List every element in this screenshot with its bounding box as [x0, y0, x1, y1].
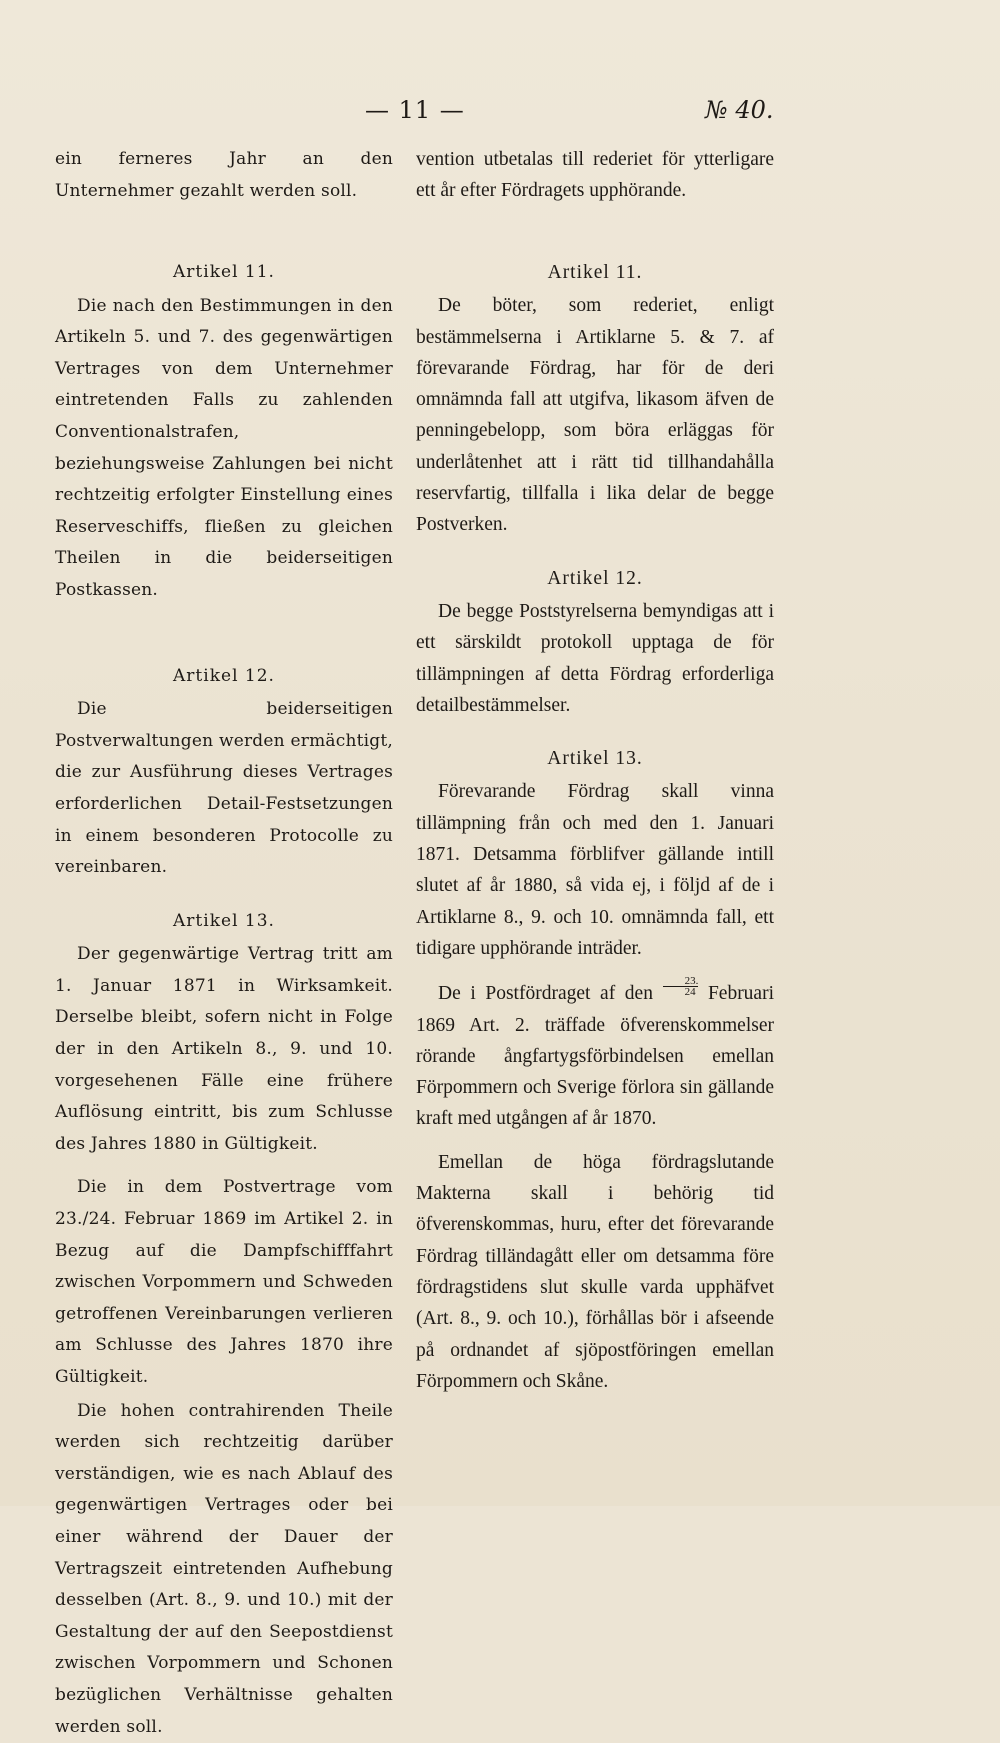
- fraction-numerator: 23.: [663, 976, 699, 987]
- page-header: [0, 96, 1000, 136]
- swedish-column: [416, 144, 774, 1397]
- date-fraction: [663, 976, 699, 997]
- fraction-denominator: 24: [684, 986, 696, 999]
- swedish-article-13-heading: Artikel 13.: [547, 748, 643, 770]
- swedish-article-12-text: De begge Poststyrelserna bemyndigas att i ett särskildt protokoll upptaga de för tillämpningen af detta Fördrag erforderliga detailbestämmelser.: [416, 600, 774, 716]
- swedish-article-13-paragraph-1: Förevarande Fördrag skall vinna tillämpning från och med den 1. Januari 1871. Detsamma förblifver gällande intill slutet af år 1880, så vida ej, i följd af de i Artiklarne 8., 9. och 10. omnämnda fall, ett tidigare upphörande inträder.: [416, 781, 774, 959]
- german-intro: ein ferneres Jahr an den Unternehmer gezahlt werden soll.: [55, 149, 393, 201]
- german-article-12-text: Die beiderseitigen Postverwaltungen werden ermächtigt, die zur Ausführung dieses Vertrages erforderlichen Detail-Festsetzungen in einem besonderen Protocolle zu vereinbaren.: [55, 699, 393, 878]
- swedish-article-11-heading: Artikel 11.: [547, 262, 643, 283]
- german-article-12-heading: Artikel 12.: [173, 665, 275, 686]
- german-article-13-paragraph-3: Die hohen contrahirenden Theile werden sich rechtzeitig darüber verständigen, wie es nach Ablauf des gegenwärtigen Vertrages oder bei einer während der Dauer der Vertragszeit eintretenden Aufhebung desselben (Art. 8., 9. und 10.) mit der Gestaltung der auf den Seepostdienst zwischen Vorpommern und Schonen bezüglichen Verhältnisse gehalten werden soll.: [55, 1400, 393, 1737]
- german-article-11-text: Die nach den Bestimmungen in den Artikeln 5. und 7. des gegenwärtigen Vertrages von dem Unternehmer eintretenden Falls zu zahlenden Conventionalstrafen, beziehungsweise Zahlungen bei nicht rechtzeitig erfolgter Einstellung eines Reserveschiffs, fließen zu gleichen Theilen in die beiderseitigen Postkassen.: [55, 295, 393, 600]
- german-column: [55, 144, 393, 1743]
- swedish-article-13-paragraph-3: Emellan de höga fördragslutande Makterna skall i behörig tid öfverenskommas, huru, efter det förevarande Fördrag tilländagått eller om detsamma före fördragstidens slut skulle varda upphäfvet (Art. 8., 9. och 10.), förhållas bör i afseende på ordnandet af sjöpostföringen emellan Förpommern och Skåne.: [416, 1151, 774, 1392]
- page-number: — 11 —: [365, 96, 465, 124]
- document-number: № 40.: [705, 96, 774, 124]
- swedish-article-13-paragraph-2-end: Februari 1869 Art. 2. träffade öfverenskommelser rörande ångfartygsförbindelsen emellan Förpommern och Sverige förlora sin gällande kraft med utgången af år 1870.: [416, 983, 774, 1130]
- swedish-article-12-heading: Artikel 12.: [547, 567, 643, 589]
- swedish-intro: vention utbetalas till rederiet för ytterligare ett år efter Fördragets upphörande.: [416, 149, 774, 202]
- german-article-13-heading: Artikel 13.: [173, 910, 275, 931]
- swedish-article-11-text: De böter, som rederiet, enligt bestämmelserna i Artiklarne 5. & 7. af förevarande Fördrag, har för de deri omnämnda fall att utgifva, likasom äfven de penningebelopp, som böra erläggas för underlåtenhet att i rätt tid tillhandahålla reservfartig, tillfalla i lika delar de begge Postverken.: [416, 295, 774, 536]
- swedish-article-13-paragraph-2-start: De i Postfördraget af den: [438, 983, 653, 1005]
- german-article-11-heading: Artikel 11.: [173, 262, 275, 282]
- swedish-article-13-paragraph-2: [416, 976, 774, 1134]
- german-article-13-paragraph-1: Der gegenwärtige Vertrag tritt am 1. Januar 1871 in Wirksamkeit. Derselbe bleibt, sofern nicht in Folge der in den Artikeln 8., 9. und 10. vorgesehenen Fälle eine frühere Auflösung eintritt, bis zum Schlusse des Jahres 1880 in Gültigkeit.: [55, 944, 393, 1154]
- german-article-13-paragraph-2: Die in dem Postvertrage vom 23./24. Februar 1869 im Artikel 2. in Bezug auf die Dampfschifffahrt zwischen Vorpommern und Schweden getroffenen Vereinbarungen verlieren am Schlusse des Jahres 1870 ihre Gültigkeit.: [55, 1177, 393, 1387]
